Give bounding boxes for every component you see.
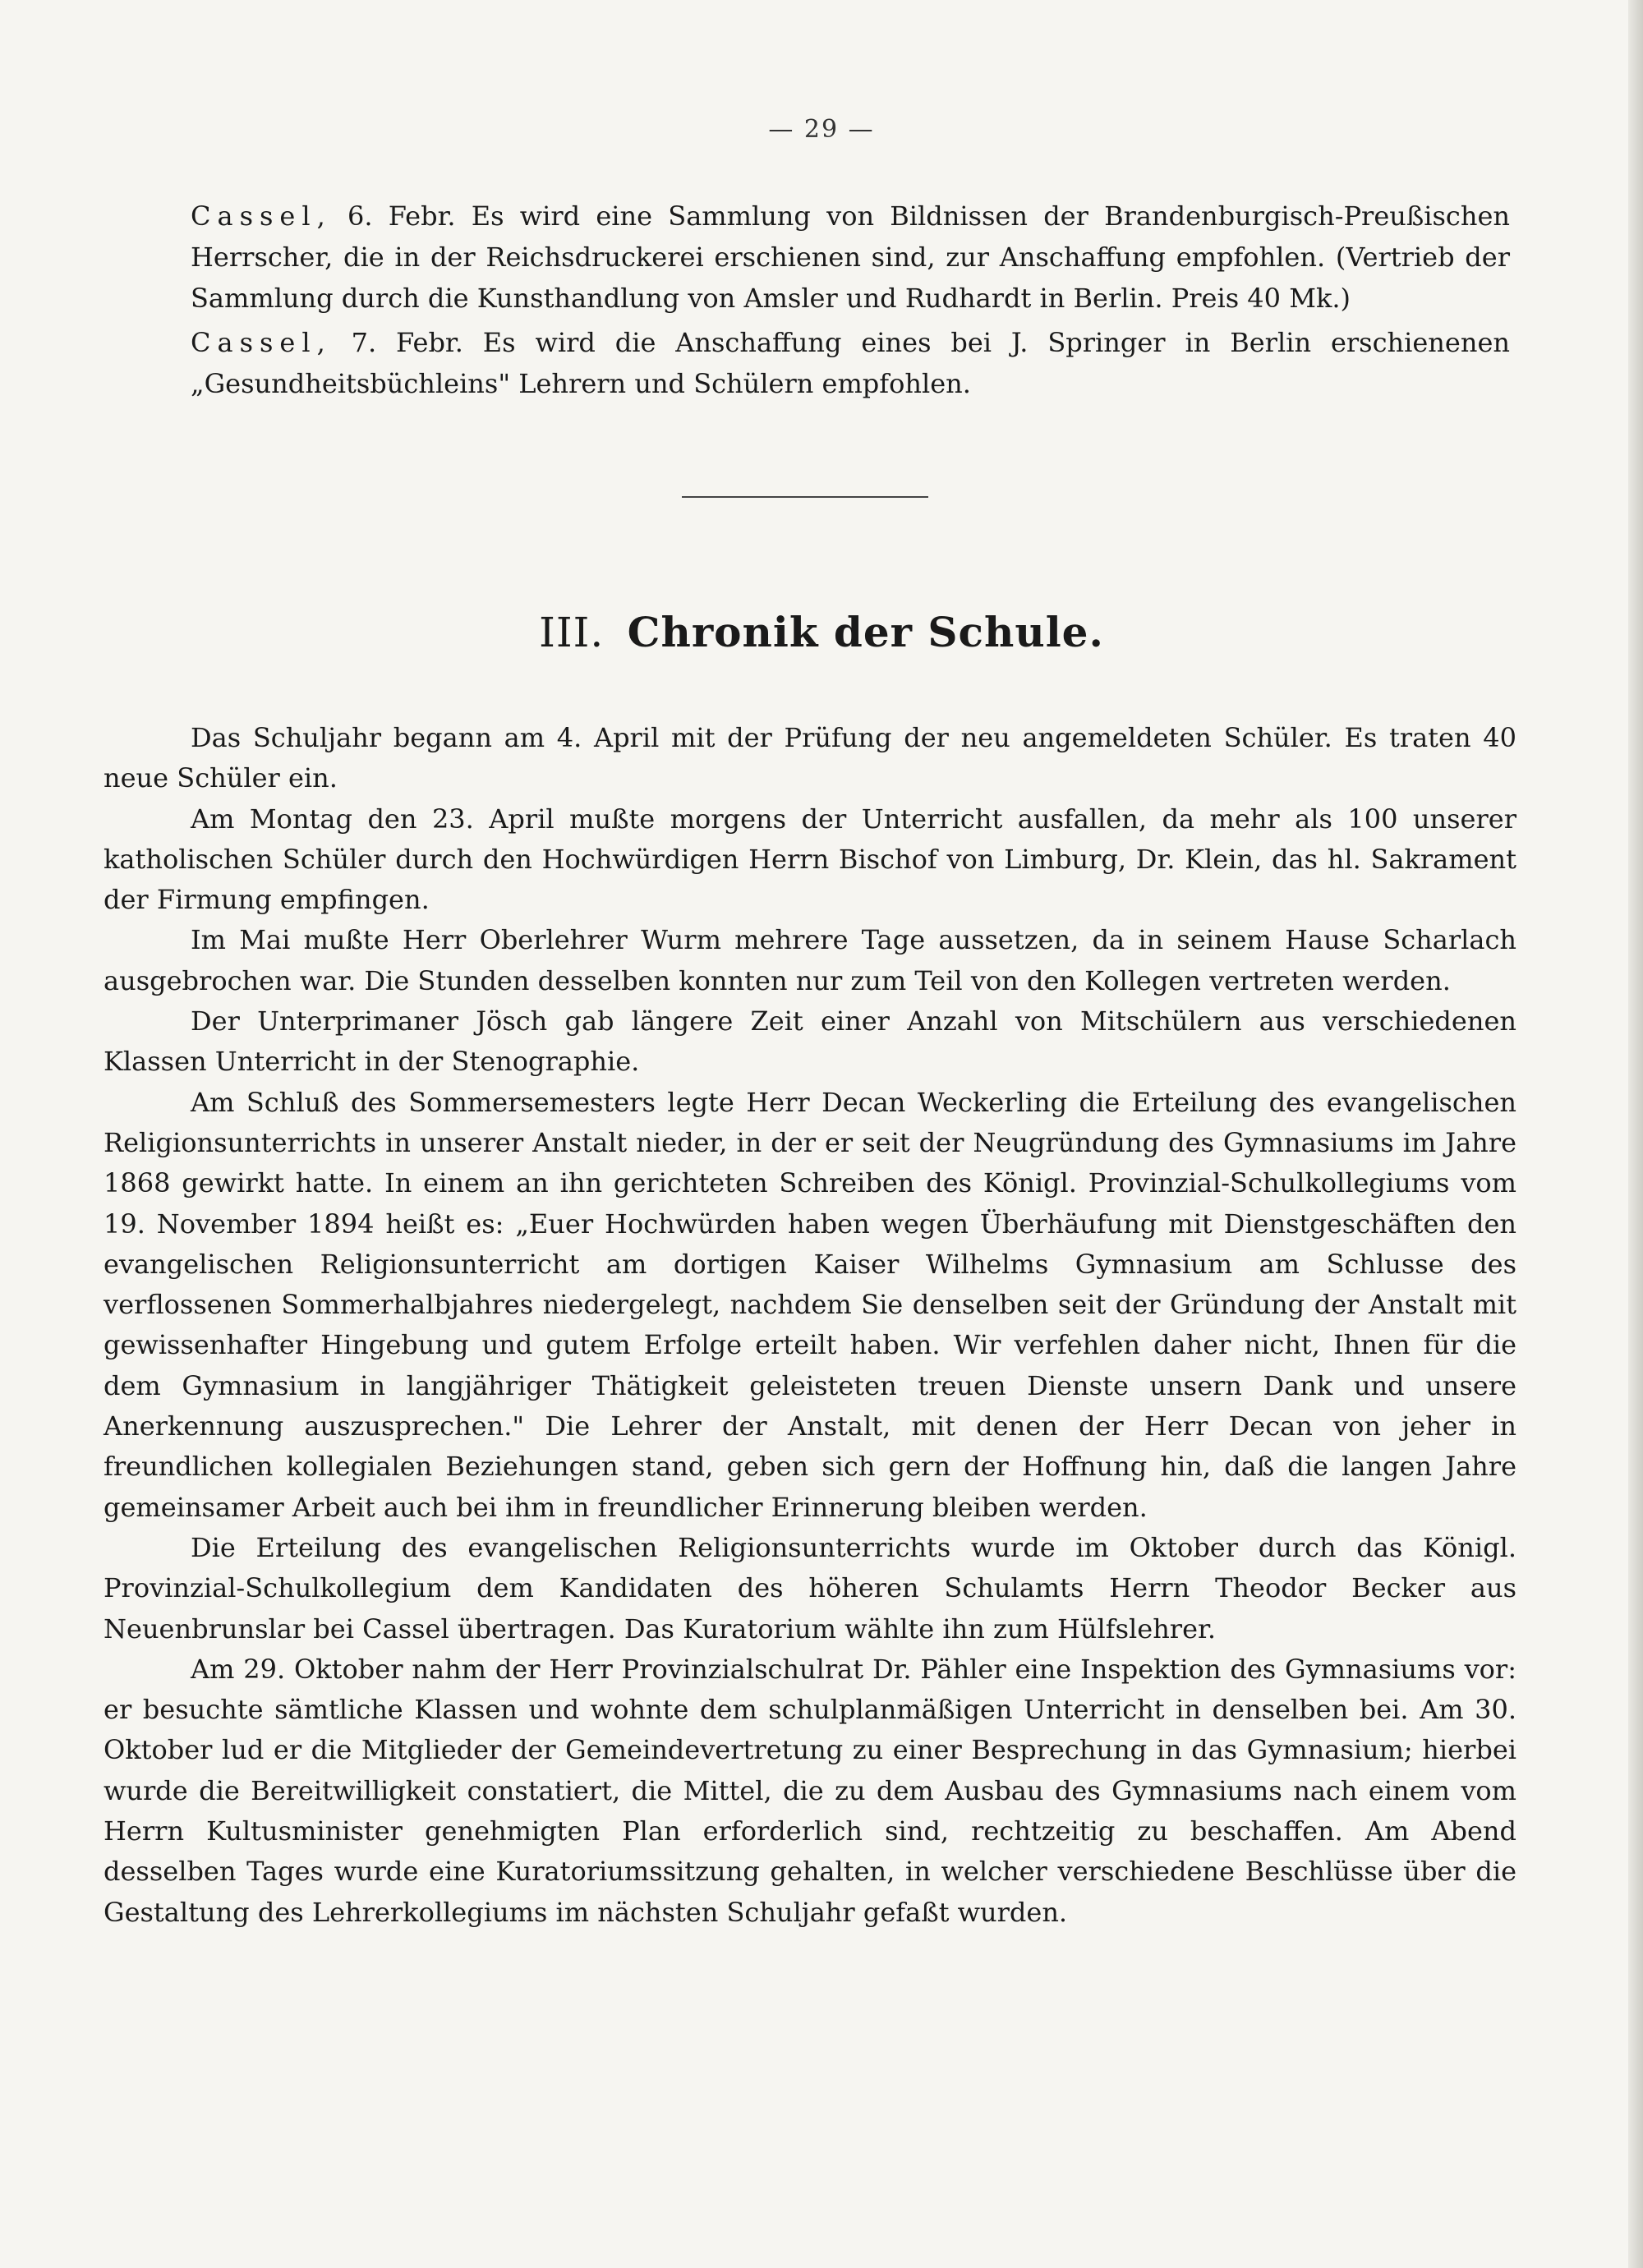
- paragraph-stenography: Der Unterprimaner Jösch gab längere Zeit einer Anzahl von Mitschülern aus verschiedenen Klassen Unterricht in der Stenographie.: [104, 1005, 1516, 1078]
- section-title: Chronik der Schule.: [627, 608, 1104, 656]
- page-number: — 29 —: [768, 115, 875, 144]
- notice-2: [191, 322, 1510, 404]
- chronicle-body: [104, 718, 1516, 1933]
- notice-2-text: 7. Febr. Es wird die Anschaffung eines bei J. Springer in Berlin erschienenen „Gesundheitsbüchleins" Lehrern und Schülern empfohlen.: [191, 327, 1511, 399]
- paragraph-religious-instruction: Die Erteilung des evangelischen Religionsunterrichts wurde im Oktober durch das Königl. Provinzial-Schulkollegium dem Kandidaten des höheren Schulamts Herrn Theodor Becker aus Neuenbrunslar bei Cassel übertragen. Das Kuratorium wählte ihn zum Hülfslehrer.: [104, 1531, 1516, 1645]
- paragraph-decan-weckerling: Am Schluß des Sommersemesters legte Herr Decan Weckerling die Erteilung des evangelischen Religionsunterrichts in unserer Anstalt nieder, in der er seit der Neugründung des Gymnasiums im Jahre 1868 gewirkt hatte. In einem an ihn gerichteten Schreiben des Königl. Provinzial-Schulkollegiums vom 19. November 1894 heißt es: „Euer Hochwürden haben wegen Überhäufung mit Dienstgeschäften den evangelischen Religionsunterricht am dortigen Kaiser Wilhelms Gymnasium am Schlusse des verflossenen Sommerhalbjahres niedergelegt, nachdem Sie denselben seit der Gründung der Anstalt mit gewissenhafter Hingebung und gutem Erfolge erteilt haben. Wir verfehlen daher nicht, Ihnen für die dem Gymnasium in langjähriger Thätigkeit geleisteten treuen Dienste unsern Dank und unsere Anerkennung auszusprechen." Die Lehrer der Anstalt, mit denen der Herr Decan von jeher in freundlichen kollegialen Beziehungen stand, geben sich gern der Hoffnung hin, daß die langen Jahre gemeinsamer Arbeit auch bei ihm in freundlicher Erinnerung bleiben werden.: [104, 1086, 1516, 1523]
- notice-2-place: Cassel,: [191, 327, 332, 358]
- notice-1-place: Cassel,: [191, 200, 332, 232]
- notice-1-text: 6. Febr. Es wird eine Sammlung von Bildnissen der Brandenburgisch-Preußischen Herrscher, die in der Reichsdruckerei erschienen sind, zur Anschaffung empfohlen. (Vertrieb der Sammlung durch die Kunsthandlung von Amsler und Rudhardt in Berlin. Preis 40 Mk.): [191, 200, 1511, 314]
- paragraph-inspection: Am 29. Oktober nahm der Herr Provinzialschulrat Dr. Pähler eine Inspektion des Gymnasiums vor: er besuchte sämtliche Klassen und wohnte dem schulplanmäßigen Unterricht in denselben bei. Am 30. Oktober lud er die Mitglieder der Gemeindevertretung zu einer Besprechung in das Gymnasium; hierbei wurde die Bereitwilligkeit constatiert, die Mittel, die zu dem Ausbau des Gymnasiums nach einem vom Herrn Kultusminister genehmigten Plan erforderlich sind, rechtzeitig zu beschaffen. Am Abend desselben Tages wurde eine Kuratoriumssitzung gehalten, in welcher verschiedene Beschlüsse über die Gestaltung des Lehrerkollegiums im nächsten Schuljahr gefaßt wurden.: [104, 1653, 1516, 1928]
- notice-1: [191, 196, 1510, 319]
- paragraph-school-year-start: Das Schuljahr begann am 4. April mit der Prüfung der neu angemeldeten Schüler. Es traten 40 neue Schüler ein.: [104, 722, 1516, 794]
- section-numeral: III.: [539, 609, 605, 656]
- page-edge: [1628, 0, 1643, 2268]
- section-divider: [682, 496, 928, 498]
- paragraph-scarlet-fever: Im Mai mußte Herr Oberlehrer Wurm mehrere Tage aussetzen, da in seinem Hause Scharlach ausgebrochen war. Die Stunden desselben konnten nur zum Teil von den Kollegen vertreten werden.: [104, 924, 1516, 996]
- section-heading: [0, 608, 1643, 656]
- paragraph-confirmation: Am Montag den 23. April mußte morgens der Unterricht ausfallen, da mehr als 100 unserer katholischen Schüler durch den Hochwürdigen Herrn Bischof von Limburg, Dr. Klein, das hl. Sakrament der Firmung empfingen.: [104, 803, 1516, 916]
